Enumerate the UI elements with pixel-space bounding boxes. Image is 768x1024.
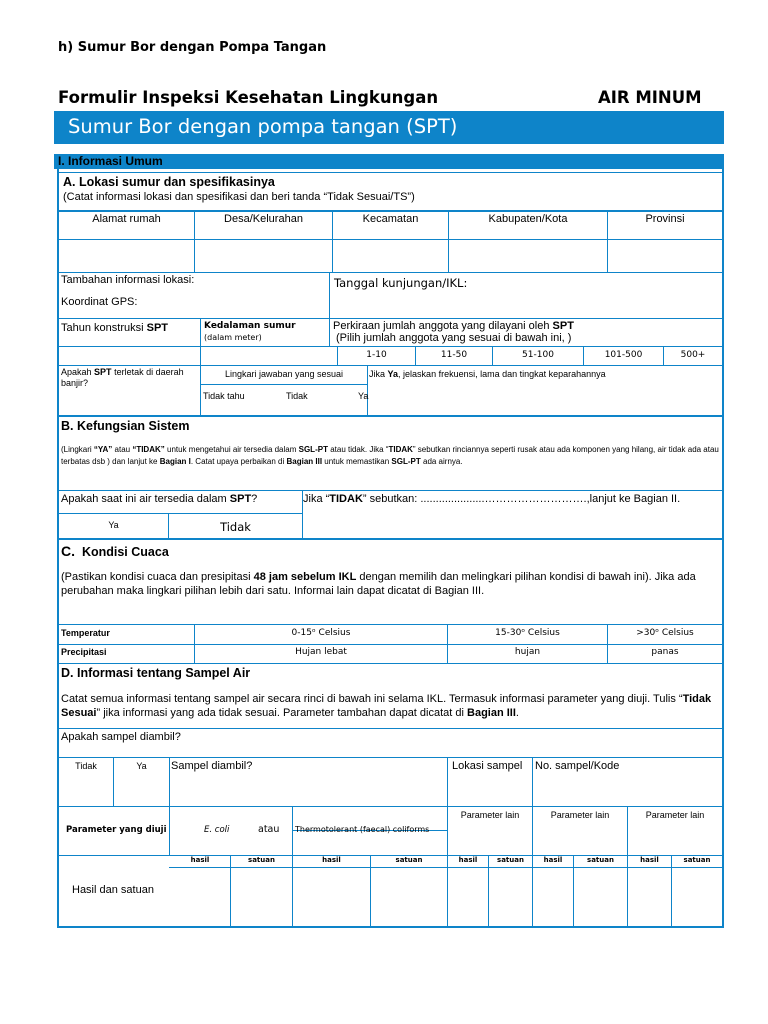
precipitation-label: Precipitasi (61, 647, 107, 657)
col-header-address: Alamat rumah (92, 213, 161, 225)
other-param-3: Parameter lain (645, 810, 705, 820)
rule (57, 624, 724, 625)
flood-answer-unknown[interactable]: Tidak tahu (203, 391, 245, 401)
rule (671, 855, 672, 926)
precip-hot[interactable]: panas (651, 647, 679, 657)
rule (57, 513, 302, 514)
section-b-instructions: (Lingkari “YA” atau “TIDAK” untuk mengetahui air tersedia dalam SGL-PT atau tidak. Jika “TIDAK” sebutkan rinciannya seperti rusak atau ada komponen yang hilang, air tidak ada atau terbatas dsb ) dan lanjut ke Bagian I. Catat upaya perbaikan di Bagian III untuk memastikan SGL-PT ada airnya. (61, 445, 719, 466)
form-title: Formulir Inspeksi Kesehatan Lingkungan (58, 88, 439, 107)
members-estimate-label: Perkiraan jumlah anggota yang dilayani oleh SPT (333, 320, 574, 332)
section-a-note: (Catat informasi lokasi dan spesifikasi dan beri tanda “Tidak Sesuai/TS”) (63, 191, 415, 203)
title-banner (54, 111, 724, 144)
rule (292, 855, 293, 926)
flood-answer-no[interactable]: Tidak (286, 391, 308, 401)
unit-header-1: satuan (248, 856, 275, 864)
form-category: AIR MINUM (598, 88, 702, 107)
col-header-district: Kecamatan (362, 213, 419, 225)
members-pick-label: (Pilih jumlah anggota yang sesuai di bawah ini, ) (336, 332, 572, 344)
rule (57, 210, 724, 212)
sample-number-label: No. sampel/Kode (535, 760, 620, 772)
flood-answer-yes[interactable]: Ya (358, 391, 369, 401)
rule (57, 490, 724, 491)
flood-frequency-label: Jika Ya, jelaskan frekuensi, lama dan tingkat keparahannya (369, 369, 606, 379)
rule (447, 757, 448, 806)
sample-taken-label: Sampel diambil? (171, 760, 253, 772)
rule (488, 855, 489, 926)
rule (200, 384, 367, 385)
result-header-2: hasil (322, 856, 341, 864)
rule (447, 855, 448, 926)
range-11-50[interactable]: 11-50 (440, 350, 468, 360)
section-a-title: A. Lokasi sumur dan spesifikasinya (63, 175, 275, 189)
rule (57, 172, 724, 173)
unit-header-5: satuan (683, 856, 711, 864)
temp-option-mid[interactable]: 15-30ᵒ Celsius (495, 628, 560, 638)
rule (57, 365, 724, 366)
gps-label: Koordinat GPS: (61, 296, 138, 308)
rule (230, 855, 231, 926)
unit-header-3: satuan (497, 856, 524, 864)
precip-heavy-rain[interactable]: Hujan lebat (295, 647, 347, 657)
rule (57, 728, 724, 729)
tested-param-label: Parameter yang diuji (66, 825, 167, 835)
section-1-title: I. Informasi Umum (58, 154, 163, 168)
sample-location-label: Lokasi sampel (452, 760, 523, 772)
section-d-instructions: Catat semua informasi tentang sampel air secara rinci di bawah ini selama IKL. Termasuk informasi parameter yang diuji. Tulis “Tidak Sesuai” jika informasi yang ada tidak sesuai. Parameter tambahan dapat dicatat di Bagian III. (61, 693, 712, 719)
rule (57, 239, 724, 240)
other-param-1: Parameter lain (460, 810, 520, 820)
rule (329, 318, 330, 346)
temp-option-high[interactable]: >30ᵒ Celsius (636, 628, 694, 638)
page-heading: h) Sumur Bor dengan Pompa Tangan (58, 40, 327, 55)
ecoli-label: E. coli (204, 825, 230, 835)
depth-unit-label: (dalam meter) (204, 333, 262, 342)
rule (57, 644, 724, 645)
rule (367, 365, 368, 415)
rule (329, 272, 330, 318)
temp-option-low[interactable]: 0-15ᵒ Celsius (291, 628, 351, 638)
rule (370, 855, 371, 926)
result-header-5: hasil (640, 856, 659, 864)
range-1-10[interactable]: 1-10 (366, 350, 387, 360)
range-51-100[interactable]: 51-100 (522, 350, 554, 360)
circle-answer-label: Lingkari jawaban yang sesuai (224, 369, 344, 379)
col-header-village: Desa/Kelurahan (224, 213, 303, 225)
construction-year-label: Tahun konstruksi SPT (61, 322, 169, 334)
if-no-specify: Jika “TIDAK” sebutkan: .....................……………………….,lanjut ke Bagian II. (303, 493, 681, 505)
unit-header-4: satuan (587, 856, 614, 864)
result-header-1: hasil (190, 856, 210, 864)
flood-question: Apakah SPT terletak di daerah banjir? (61, 367, 184, 388)
result-units-label: Hasil dan satuan (72, 884, 154, 896)
sample-answer-yes[interactable]: Ya (136, 761, 147, 771)
result-header-3: hasil (458, 856, 478, 864)
section-b-title: B. Kefungsian Sistem (61, 419, 190, 433)
col-header-province: Provinsi (645, 213, 685, 225)
other-param-2: Parameter lain (550, 810, 610, 820)
temperature-label: Temperatur (61, 628, 110, 638)
water-available-question: Apakah saat ini air tersedia dalam SPT? (61, 493, 258, 505)
frame-right (722, 169, 724, 927)
rule (57, 806, 724, 807)
answer-no[interactable]: Tidak (220, 520, 251, 534)
rule (57, 318, 724, 319)
visit-date-label: Tanggal kunjungan/IKL: (334, 276, 468, 290)
answer-yes[interactable]: Ya (108, 520, 119, 530)
section-d-title: D. Informasi tentang Sampel Air (61, 666, 251, 680)
thermo-label: Thermotolerant (faecal) coliforms (295, 825, 430, 834)
precip-rain[interactable]: hujan (514, 647, 541, 657)
section-c-title: C. Kondisi Cuaca (61, 543, 169, 559)
rule (200, 318, 201, 366)
frame-left (57, 169, 59, 927)
sample-answer-no[interactable]: Tidak (75, 761, 97, 771)
rule (627, 855, 628, 926)
or-label: atau (258, 824, 280, 835)
unit-header-2: satuan (395, 856, 423, 864)
rule (57, 757, 724, 758)
extra-location-label: Tambahan informasi lokasi: (61, 274, 195, 286)
rule (57, 538, 724, 540)
range-500-plus[interactable]: 500+ (680, 350, 706, 360)
rule (57, 346, 724, 347)
banner-title: Sumur Bor dengan pompa tangan (SPT) (68, 115, 458, 138)
depth-label: Kedalaman sumur (204, 321, 296, 331)
rule (573, 855, 574, 926)
rule (532, 855, 533, 926)
section-c-instructions: (Pastikan kondisi cuaca dan presipitasi 48 jam sebelum IKL dengan memilih dan melingkari pilihan kondisi di bawah ini). Jika ada perubahan maka lingkari pilihan lebih dari satu. Informai lain dapat dicatat di Bagian III. (61, 571, 696, 597)
col-header-regency: Kabupaten/Kota (488, 213, 568, 225)
frame-bottom (57, 926, 724, 928)
result-header-4: hasil (543, 856, 563, 864)
rule (57, 272, 724, 273)
rule (57, 663, 724, 664)
sample-taken-question: Apakah sampel diambil? (61, 731, 181, 743)
rule (57, 415, 724, 417)
range-101-500[interactable]: 101-500 (604, 350, 643, 360)
